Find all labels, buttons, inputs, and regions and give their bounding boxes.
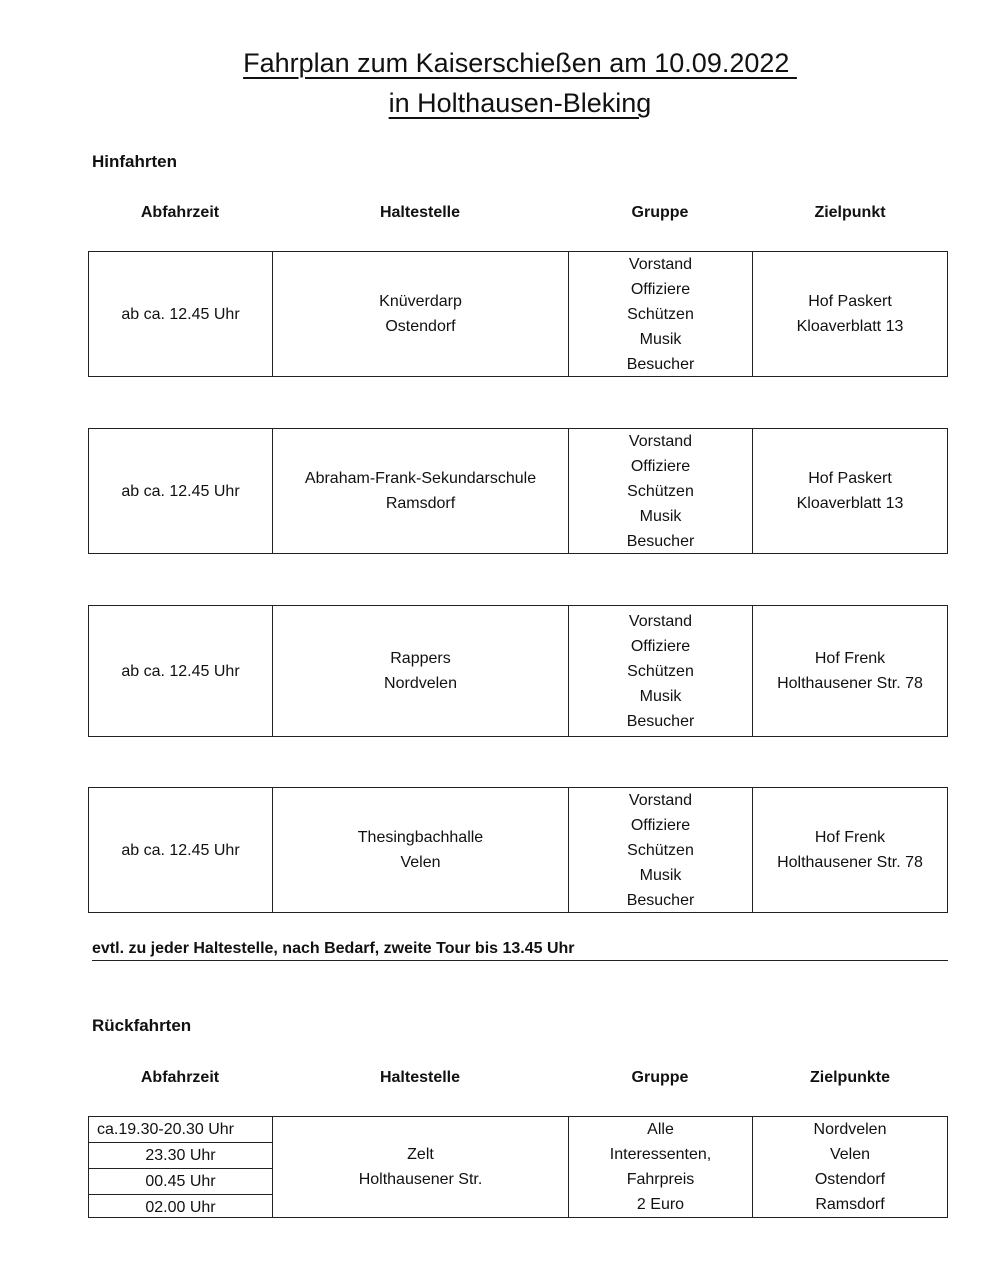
destination-line: Ramsdorf	[815, 1196, 885, 1213]
group-line: Besucher	[626, 355, 695, 373]
stop-cell	[273, 1117, 569, 1217]
stop-cell	[273, 429, 569, 553]
column-header-gruppe: Gruppe	[631, 1069, 689, 1086]
hinfahrt-table	[88, 787, 948, 913]
column-header-abfahrzeit: Abfahrzeit	[140, 1069, 220, 1086]
hinfahrt-table	[88, 251, 948, 377]
group-line: Alle	[647, 1121, 674, 1138]
group-line: Offiziere	[630, 637, 691, 655]
destination-line: Hof Paskert	[808, 293, 892, 310]
departure-time: ab ca. 12.45 Uhr	[121, 662, 240, 680]
group-line: 2 Euro	[636, 1196, 685, 1213]
destination-cell	[753, 429, 947, 553]
group-line: Vorstand	[628, 791, 693, 809]
group-line: Musik	[639, 687, 682, 705]
destination-line: Hof Paskert	[808, 470, 892, 487]
page-title: Fahrplan zum Kaiserschießen am 10.09.2022	[243, 48, 797, 78]
group-line: Schützen	[627, 305, 694, 323]
group-line: Offiziere	[630, 816, 691, 834]
destination-cell	[753, 606, 947, 736]
departure-time: ca.19.30-20.30 Uhr	[89, 1117, 272, 1143]
group-line: Schützen	[627, 841, 694, 859]
group-line: Besucher	[626, 891, 695, 909]
group-cell	[569, 1117, 753, 1217]
destination-line: Kloaverblatt 13	[796, 495, 904, 512]
departure-time: ab ca. 12.45 Uhr	[121, 841, 240, 859]
column-header-zielpunkt: Zielpunkt	[814, 204, 886, 221]
stop-line: Zelt	[407, 1146, 434, 1163]
group-line: Offiziere	[630, 280, 691, 298]
stop-line: Holthausener Str.	[358, 1171, 483, 1188]
stop-line: Abraham-Frank-Sekundarschule	[304, 470, 537, 487]
column-header-haltestelle: Haltestelle	[379, 1069, 461, 1086]
group-line: Besucher	[626, 532, 695, 550]
column-header-gruppe: Gruppe	[631, 204, 689, 221]
group-cell	[569, 606, 753, 736]
group-cell	[569, 429, 753, 553]
rueckfahrten-table	[88, 1116, 948, 1218]
destination-cell	[753, 1117, 947, 1217]
destination-line: Velen	[829, 1146, 871, 1163]
page-subtitle: in Holthausen-Bleking	[388, 88, 652, 118]
group-line: Interessenten,	[609, 1146, 712, 1163]
departure-time-cell	[89, 788, 273, 912]
departure-time: 00.45 Uhr	[89, 1169, 272, 1195]
departure-time-cell	[89, 606, 273, 736]
stop-cell	[273, 606, 569, 736]
destination-line: Holthausener Str. 78	[777, 854, 923, 871]
column-header-zielpunkte: Zielpunkte	[809, 1069, 890, 1086]
group-line: Vorstand	[628, 432, 693, 450]
group-line: Vorstand	[628, 255, 693, 273]
column-header-haltestelle: Haltestelle	[379, 204, 461, 221]
group-line: Fahrpreis	[626, 1171, 695, 1188]
stop-line: Velen	[400, 854, 441, 871]
group-cell	[569, 252, 753, 376]
destination-line: Hof Frenk	[814, 829, 886, 846]
hinfahrt-table	[88, 428, 948, 554]
stop-cell	[273, 252, 569, 376]
column-header-abfahrzeit: Abfahrzeit	[140, 204, 220, 221]
departure-time-cell	[89, 429, 273, 553]
stop-line: Nordvelen	[384, 675, 457, 692]
group-cell	[569, 788, 753, 912]
destination-line: Kloaverblatt 13	[796, 318, 904, 335]
hinfahrt-table	[88, 605, 948, 737]
group-line: Schützen	[627, 662, 694, 680]
departure-time: ab ca. 12.45 Uhr	[121, 482, 240, 500]
group-line: Schützen	[627, 482, 694, 500]
group-line: Besucher	[626, 712, 695, 730]
departure-time: 02.00 Uhr	[145, 1199, 216, 1216]
hinfahrten-note: evtl. zu jeder Haltestelle, nach Bedarf, zweite Tour bis 13.45 Uhr	[92, 940, 948, 961]
stop-line: Thesingbachhalle	[357, 829, 484, 846]
section-heading-hinfahrten: Hinfahrten	[92, 152, 177, 171]
departure-time: ab ca. 12.45 Uhr	[121, 305, 240, 323]
group-line: Vorstand	[628, 612, 693, 630]
group-line: Musik	[639, 866, 682, 884]
stop-cell	[273, 788, 569, 912]
stop-line: Ramsdorf	[385, 495, 456, 512]
departure-times-cell	[89, 1117, 273, 1217]
group-line: Musik	[639, 330, 682, 348]
stop-line: Knüverdarp	[379, 293, 462, 310]
group-line: Musik	[639, 507, 682, 525]
destination-cell	[753, 788, 947, 912]
stop-line: Ostendorf	[385, 318, 456, 335]
destination-line: Ostendorf	[814, 1171, 886, 1188]
destination-line: Hof Frenk	[814, 650, 886, 667]
section-heading-rueckfahrten: Rückfahrten	[92, 1016, 192, 1035]
destination-line: Holthausener Str. 78	[777, 675, 923, 692]
destination-cell	[753, 252, 947, 376]
departure-time: 23.30 Uhr	[89, 1143, 272, 1169]
stop-line: Rappers	[390, 650, 451, 667]
destination-line: Nordvelen	[813, 1121, 887, 1138]
group-line: Offiziere	[630, 457, 691, 475]
departure-time-cell	[89, 252, 273, 376]
